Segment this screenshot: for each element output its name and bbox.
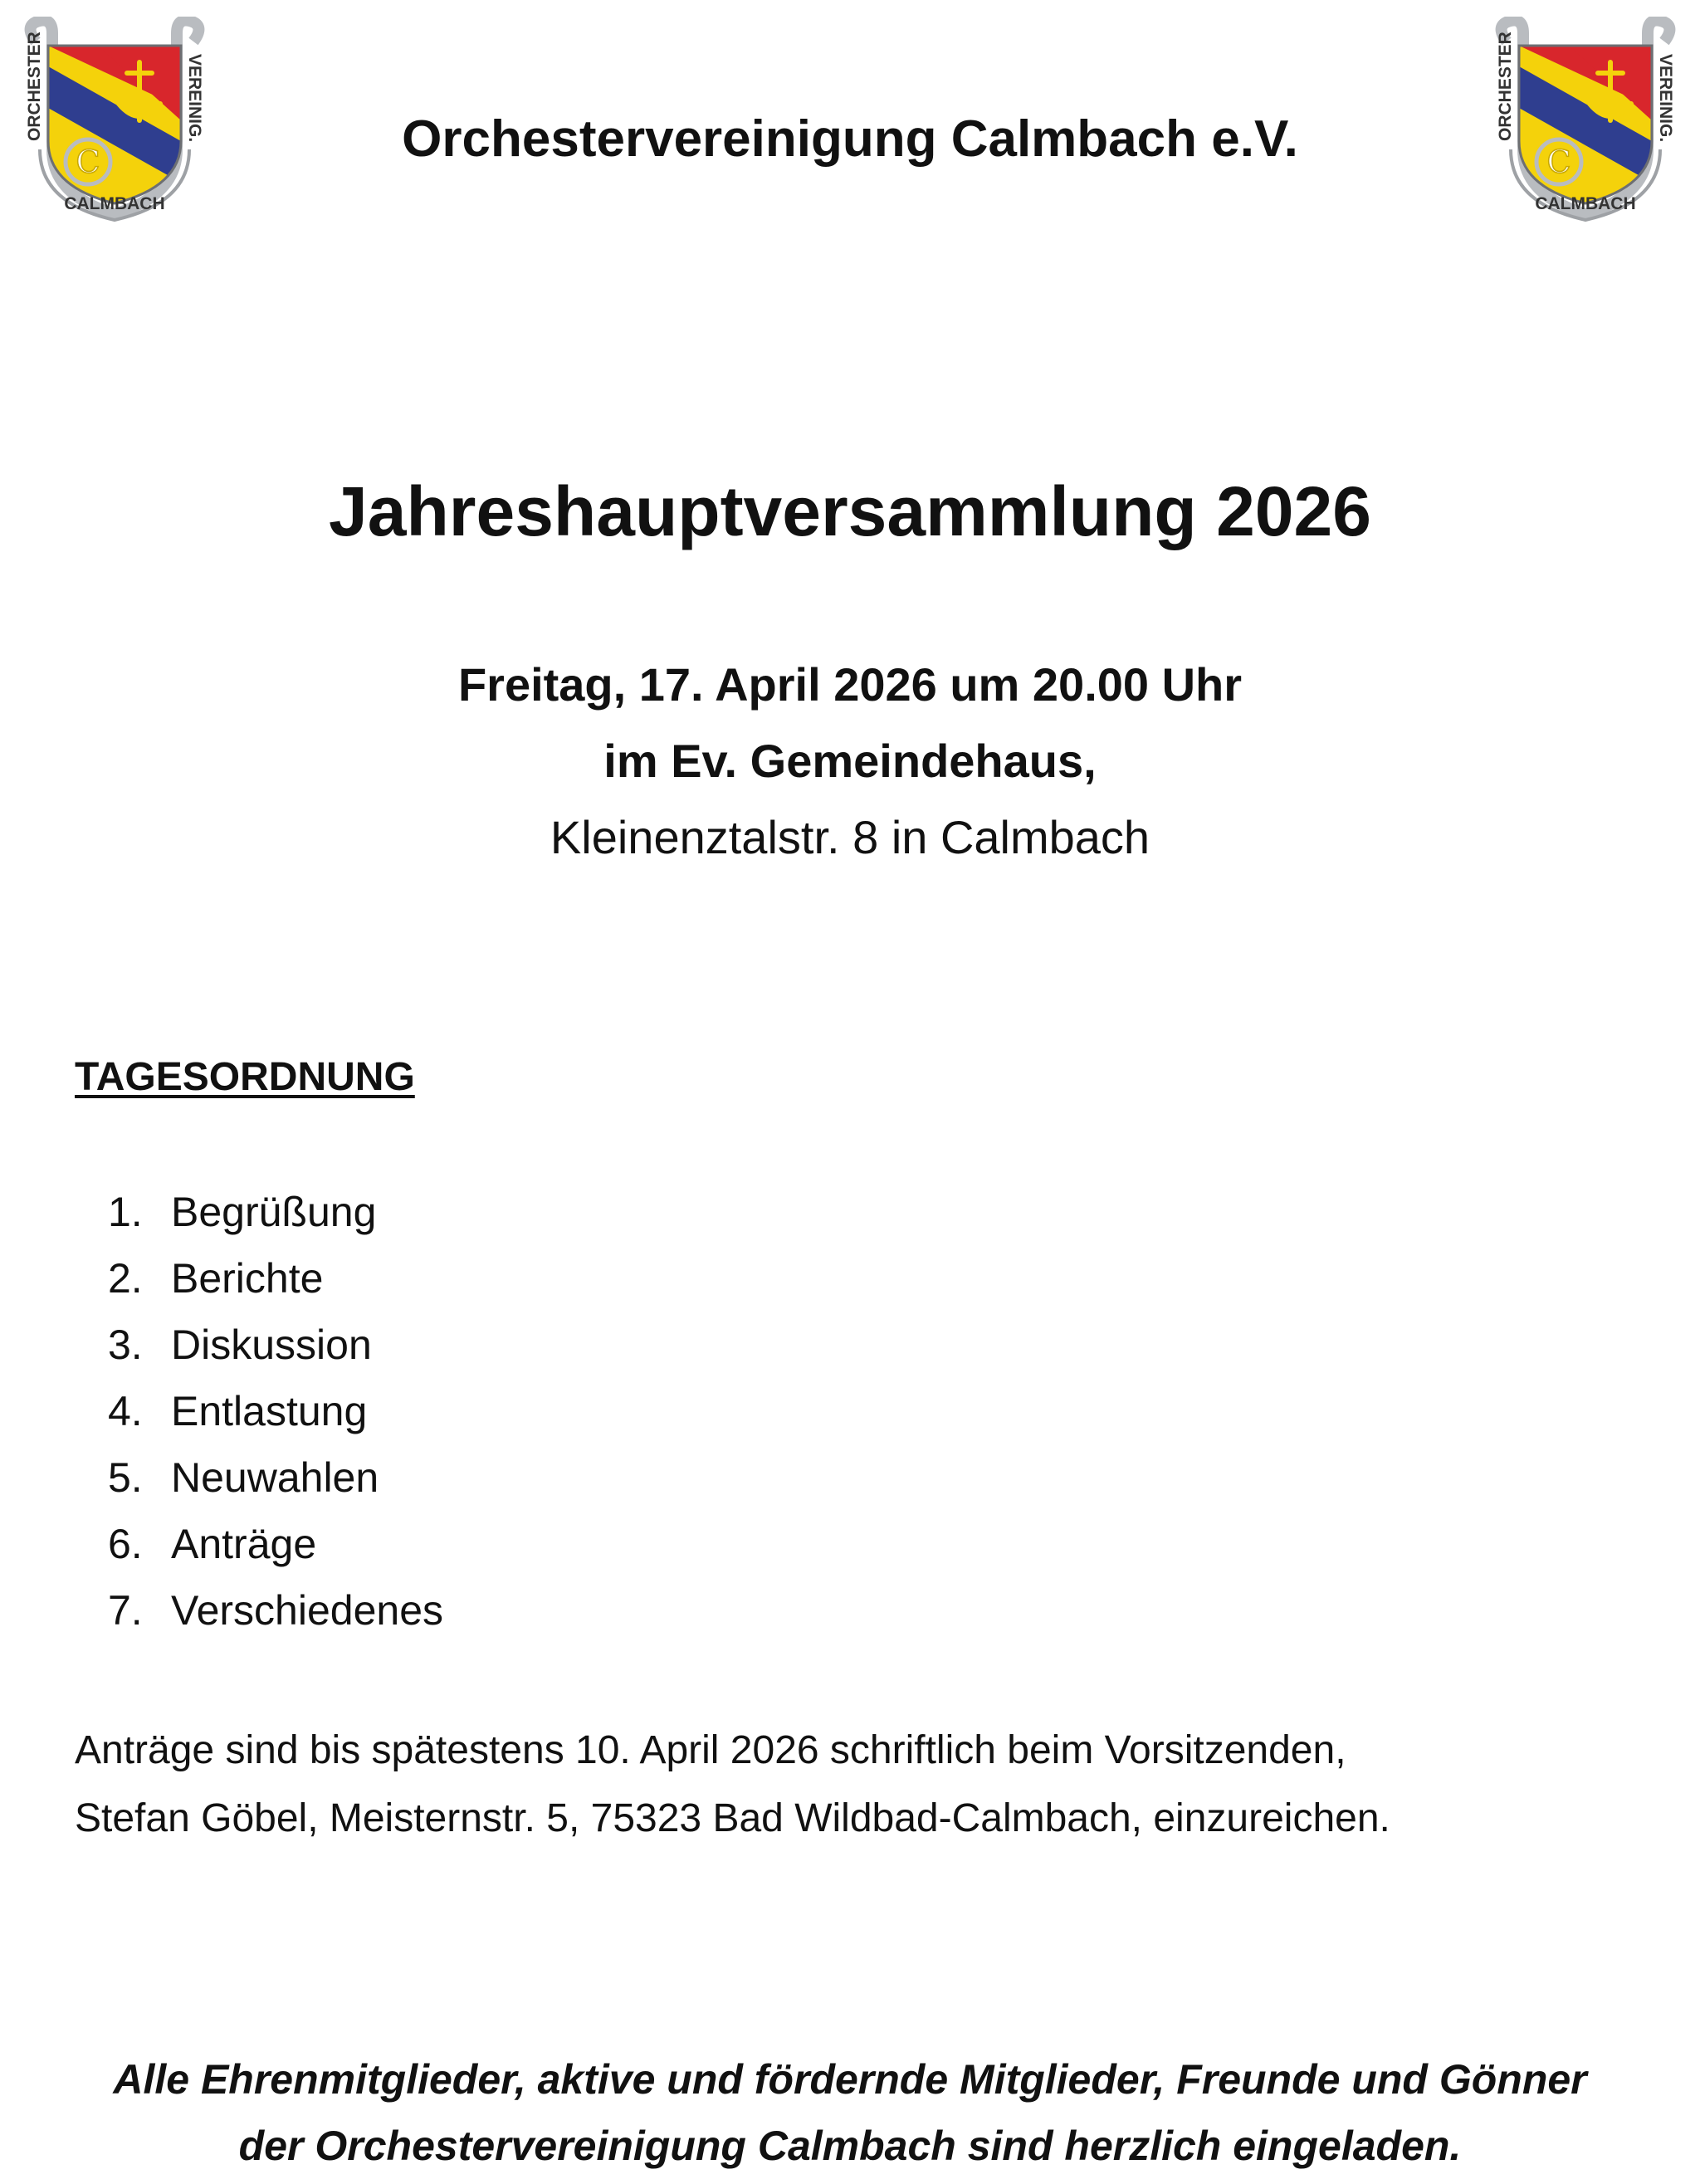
- notice-line: Stefan Göbel, Meisternstr. 5, 75323 Bad Wildbad-Calmbach, einzureichen.: [75, 1796, 1390, 1840]
- agenda-item-label: Berichte: [171, 1255, 324, 1302]
- svg-text:VEREINIG.: VEREINIG.: [1656, 54, 1675, 143]
- agenda-item-number: 6.: [108, 1521, 143, 1567]
- svg-text:CALMBACH: CALMBACH: [64, 194, 165, 213]
- agenda-heading: TAGESORDNUNG: [75, 1055, 415, 1099]
- agenda-item-number: 2.: [108, 1255, 143, 1302]
- agenda-item-label: Anträge: [171, 1521, 317, 1567]
- event-venue: im Ev. Gemeindehaus,: [603, 735, 1097, 787]
- invitation-line: der Orchestervereinigung Calmbach sind herzlich eingeladen.: [238, 2123, 1462, 2169]
- organization-title: Orchestervereinigung Calmbach e.V.: [402, 110, 1298, 168]
- svg-text:CALMBACH: CALMBACH: [1535, 194, 1636, 213]
- invitation-text: [0, 2046, 1700, 2179]
- agenda-item-label: Diskussion: [171, 1322, 372, 1368]
- agenda-item-label: Neuwahlen: [171, 1454, 379, 1501]
- agenda-item-number: 1.: [108, 1189, 143, 1235]
- page-title: Jahreshauptversammlung 2026: [329, 472, 1371, 550]
- svg-text:C: C: [76, 144, 100, 180]
- agenda-item-number: 7.: [108, 1587, 143, 1634]
- agenda-item-label: Begrüßung: [171, 1189, 377, 1235]
- notice-line: Anträge sind bis spätestens 10. April 2026 schriftlich beim Vorsitzenden,: [75, 1728, 1346, 1772]
- svg-text:C: C: [1546, 144, 1571, 180]
- svg-text:ORCHESTER: ORCHESTER: [1496, 32, 1515, 141]
- agenda-item-number: 4.: [108, 1388, 143, 1434]
- agenda-item-label: Entlastung: [171, 1388, 368, 1434]
- agenda-item-number: 3.: [108, 1322, 143, 1368]
- agenda-item-number: 5.: [108, 1454, 143, 1501]
- svg-text:VEREINIG.: VEREINIG.: [185, 54, 204, 143]
- event-address: Kleinenztalstr. 8 in Calmbach: [550, 811, 1150, 863]
- svg-text:ORCHESTER: ORCHESTER: [25, 32, 44, 141]
- event-date: Freitag, 17. April 2026 um 20.00 Uhr: [457, 658, 1243, 711]
- invitation-line: Alle Ehrenmitglieder, aktive und fördernde Mitglieder, Freunde und Gönner: [113, 2056, 1587, 2103]
- submission-notice: [75, 1717, 1635, 1853]
- agenda-item-label: Verschiedenes: [171, 1587, 444, 1634]
